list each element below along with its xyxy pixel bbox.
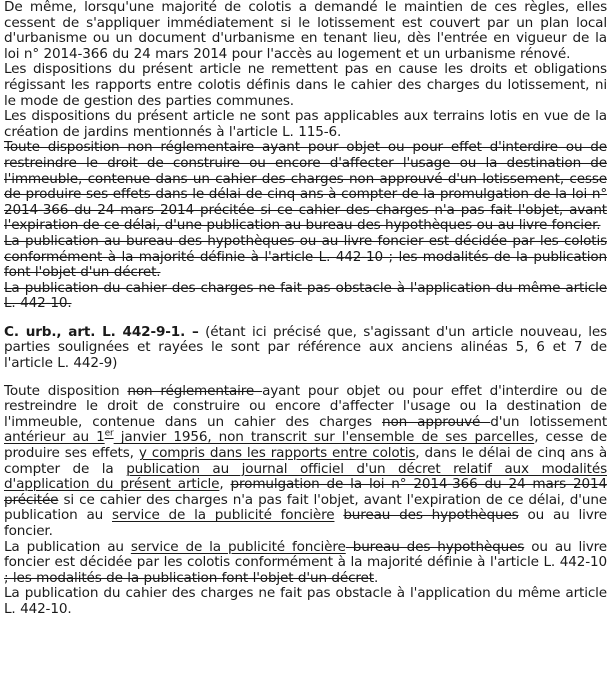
text-span: , dans le délai de cinq ans à compter de la [4,445,607,477]
struck-paragraph-1: Toute disposition non réglementaire ayant pour objet ou pour effet d'interdire ou de restreindre le droit de construire ou encore d'affecter l'usage ou la destination de l'immeuble, contenue dans un cahier des charges non approuvé d'un lotissement, cesse de produire ses effets dans le délai de cinq ans à compter de la promulgation de la loi n° 2014-366 du 24 mars 2014 précitée si ce cahier des charges n'a pas fait l'objet, avant l'expiration de ce délai, d'une publication au bureau des hypothèques ou au livre foncier. [4,139,607,234]
struck-paragraph-2: La publication au bureau des hypothèques ou au livre foncier est décidée par les colotis conformément à la majorité définie à l'article L. 442-10 ; les modalités de la publication font l'objet d'un décret. [4,232,607,281]
underlined-span: janvier 1956, non transcrit sur l'ensemble de ses parcelles [113,429,535,446]
new-paragraph-1 [4,384,607,540]
text-span [334,507,343,523]
paragraph-intro-1: De même, lorsqu'une majorité de colotis a demandé le maintien de ces règles, elles cessent de s'appliquer immédiatement si le lotissement est couvert par un plan local d'urbanisme ou un document d'urbanisme en tenant lieu, dès l'entrée en vigueur de la loi n° 2014-366 du 24 mars 2014 pour l'accès au logement et un urbanisme rénové. [4,0,607,62]
underlined-span: y compris dans les rapports entre colotis [138,445,416,462]
struck-span: bureau des hypothèques [343,507,519,524]
text-span: ayant pour objet ou pour effet d'interdire ou de restreindre le droit de construire ou encore d'affecter l'usage ou la destination de l'immeuble, contenue dans un cahier des charges [4,382,608,430]
text-span: Toute disposition [4,382,128,399]
superscript: er [104,428,114,439]
article-heading [4,325,607,372]
paragraph-intro-3: Les dispositions du présent article ne sont pas applicables aux terrains lotis en vue de la création de jardins mentionnés à l'article L. 115-6. [4,108,607,140]
struck-paragraph-3: La publication du cahier des charges ne fait pas obstacle à l'application du même article L. 442-10. [4,279,607,312]
paragraph-intro-2: Les dispositions du présent article ne remettent pas en cause les droits et obligations régissant les rapports entre colotis définis dans le cahier des charges du lotissement, ni le mode de gestion des parties communes. [4,61,607,109]
struck-span: non approuvé [381,413,491,430]
underlined-span: service de la publicité foncière [130,538,346,555]
text-span: , cesse de produire ses effets, [4,429,607,462]
underlined-span: service de la publicité foncière [112,507,335,524]
struck-span: bureau des hypothèques [345,538,525,555]
text-span: ou au livre foncier. [4,507,607,539]
struck-span: ; les modalités de la publication font l'objet d'un décret [4,569,374,586]
new-paragraph-3: La publication du cahier des charges ne fait pas obstacle à l'application du même article L. 442-10. [4,585,607,617]
struck-span: promulgation de la loi n° 2014-366 du 24 mars 2014 précitée [4,476,607,508]
underlined-span: antérieur au 1 [4,429,105,446]
struck-span: non réglementaire [127,382,263,399]
new-paragraph-2 [4,540,607,587]
article-heading-title: C. urb., art. L. 442-9-1. – [4,323,199,340]
text-span: . [373,569,379,586]
text-span: ou au livre foncier est décidée par les colotis conformément à la majorité définie à l'article L. 442-10 [4,538,607,571]
underlined-span: publication au journal officiel d'un décret relatif aux modalités d'application du présent article [4,460,607,493]
text-span: La publication au [4,538,131,555]
text-span: , [219,476,231,493]
text-span: si ce cahier des charges n'a pas fait l'objet, avant l'expiration de ce délai, d'une publication au [4,491,607,524]
article-heading-note: (étant ici précisé que, s'agissant d'un article nouveau, les parties soulignées et rayées le sont par référence aux anciens alinéas 5, 6 et 7 de l'article L. 442-9) [4,323,607,372]
text-span: d'un lotissement [490,413,607,430]
